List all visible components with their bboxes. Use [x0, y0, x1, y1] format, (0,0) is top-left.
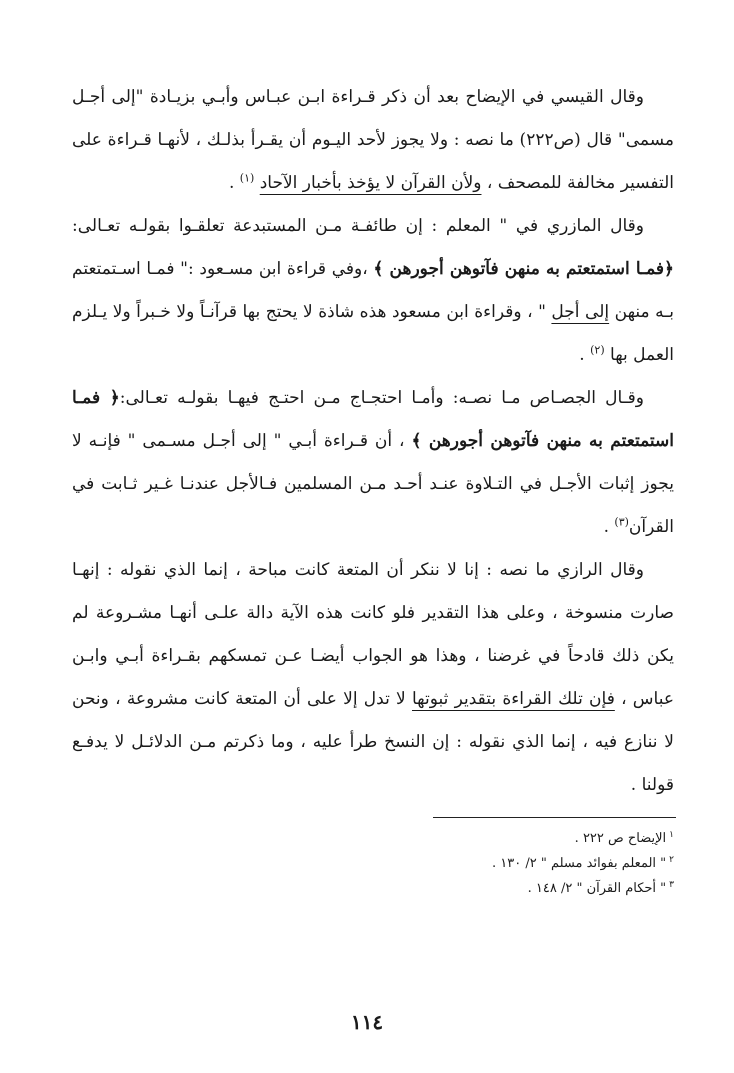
paragraph-text: ، أن قـراءة أبـي " إلى أجـل مسـمى " فإنـه لا يجوز إثبات الأجـل في التـلاوة عنـد أحـد مـن المسلمين فـالأجل عندنـا غـير ثـابت في القرآن: [72, 431, 674, 537]
underlined-text: فإن تلك القراءة بتقدير ثبوتها: [412, 689, 615, 709]
footnotes: [274, 826, 674, 901]
footnote-2: [274, 851, 674, 876]
body-text: [72, 76, 674, 807]
paragraph-text: وقال الرازي ما نصه : إنا لا ننكر أن المتعة كانت مباحة ، إنما الذي نقوله : إنهـا صارت منسوخة ، وعلى هذا التقدير فلو كانت هذه الآية دالة علـى أنهـا مشـروعة لم يكن ذلك قادحاً في غرضنا ، وهذا هو الجواب أيضـا عـن تمسكهم بقـراءة أبـي وابـن عباس ،: [72, 560, 674, 709]
paragraph-text: وقال المازري في " المعلم : إن طائفـة مـن المستبدعة تعلقـوا بقولـه تعـالى:: [72, 216, 644, 236]
footnote-text: " أحكام القرآن " ٢/ ١٤٨ .: [527, 881, 667, 896]
footnote-number: ٢: [669, 854, 674, 865]
footnote-3: [274, 876, 674, 901]
paragraph-text: .: [579, 345, 591, 365]
paragraph-text: لا تدل إلا على أن المتعة كانت مشروعة ، ونحن لا ننازع فيه ، إنما الذي نقوله : إن النسخ طرأ عليه ، وما ذكرتم مـن الدلائـل لا يدفـع قولنا .: [72, 689, 674, 795]
footnote-text: " المعلم بفوائد مسلم " ٢/ ١٣٠ .: [492, 856, 667, 871]
paragraph-text: وقـال الجصـاص مـا نصـه: وأمـا احتجـاج مـن احتـج فيهـا بقولـه تعـالى:: [119, 388, 644, 408]
paragraph-text: " ، وقراءة ابن مسعود هذه شاذة لا يحتج بها قرآنـاً ولا خـبراً ولا يـلزم العمل بها: [72, 302, 674, 365]
page-number: ١١٤: [350, 1010, 384, 1034]
paragraph-text: ،وفي قراءة ابن مسـعود :" فمـا اسـتمتعتم بـه منهن: [72, 259, 674, 322]
paragraph-mazari: [72, 205, 674, 377]
quran-verse: ﴿ فمـا استمتعتم به منهن فآتوهن أجورهن ﴾: [72, 388, 674, 451]
footnote-1: [274, 826, 674, 851]
underlined-text: إلى أجل: [551, 302, 610, 322]
paragraph-text: .: [603, 517, 615, 537]
footnote-ref-2: (٢): [590, 343, 605, 357]
paragraph-qaysi: [72, 76, 674, 205]
footnote-ref-3: (٣): [614, 515, 629, 529]
footnote-divider: [433, 817, 676, 818]
underlined-text: ولأن القرآن لا يؤخذ بأخبار الآحاد: [259, 173, 482, 193]
quran-verse: ﴿فمـا استمتعتم به منهن فآتوهن أجورهن ﴾: [373, 259, 674, 279]
footnote-number: ٣: [669, 879, 674, 890]
paragraph-text: .: [228, 173, 240, 193]
paragraph-text: وقال القيسي في الإيضاح بعد أن ذكر قـراءة ابـن عبـاس وأبـي بزيـادة "إلى أجـل مسمى" قال (ص٢٢٢) ما نصه : ولا يجوز لأحد اليـوم أن يقـرأ بذلـك ، لأنهـا قـراءة على التفسير مخالفة للمصحف ،: [72, 87, 674, 193]
footnote-text: الإيضاح ص ٢٢٢ .: [574, 831, 667, 846]
footnote-number: ١: [669, 829, 674, 840]
footnote-ref-1: (١): [239, 171, 255, 185]
paragraph-jassas: [72, 377, 674, 549]
paragraph-razi: [72, 549, 674, 807]
